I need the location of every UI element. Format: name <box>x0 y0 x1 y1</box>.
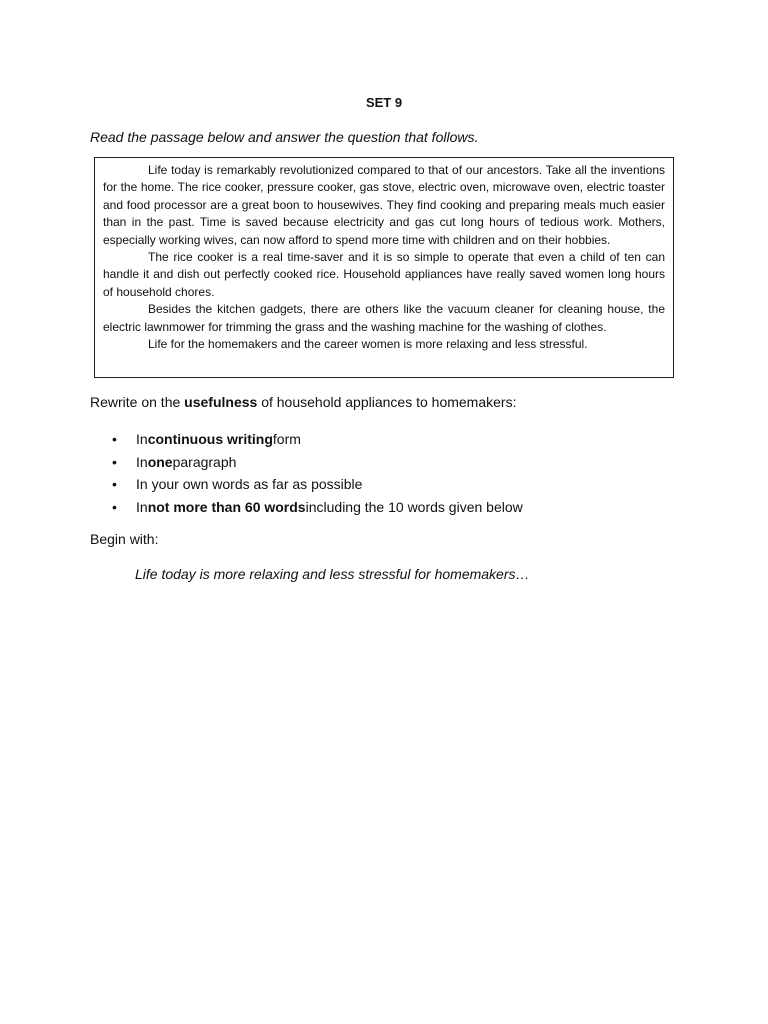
bullet-text-after: paragraph <box>172 453 237 470</box>
begin-with-label: Begin with: <box>90 531 159 547</box>
bullet-text-after: form <box>272 431 301 448</box>
instruction-text: Read the passage below and answer the question that follows. <box>90 129 479 145</box>
set-title: SET 9 <box>365 95 403 110</box>
bullet-text-before: In your own words as far as possible <box>136 476 363 493</box>
requirements-list <box>112 428 523 518</box>
question-text-after: of household appliances to homemakers: <box>257 394 517 410</box>
bullet-icon: • <box>112 431 117 448</box>
passage-paragraph-2: The rice cooker is a real time-saver and it is so simple to operate that even a child of ten can handle it and dish out perfectly cooked rice. Household appliances have really saved women long hours of household chores. <box>103 250 665 299</box>
bullet-icon: • <box>112 476 117 493</box>
list-item <box>112 451 523 474</box>
bullet-text-before: In <box>136 453 148 470</box>
question-prompt <box>90 394 516 410</box>
passage-paragraph-4: Life for the homemakers and the career women is more relaxing and less stressful. <box>148 337 588 352</box>
bullet-text-before: In <box>136 431 148 448</box>
starter-sentence: Life today is more relaxing and less stressful for homemakers… <box>135 566 530 582</box>
bullet-text-before: In <box>136 498 148 515</box>
bullet-text-bold: continuous writing <box>147 431 273 448</box>
list-item <box>112 496 523 519</box>
list-item <box>112 473 523 496</box>
bullet-icon: • <box>112 453 117 470</box>
bullet-text-after: including the 10 words given below <box>305 498 523 515</box>
list-item <box>112 428 523 451</box>
bullet-icon: • <box>112 498 117 515</box>
bullet-text-bold: one <box>147 453 173 470</box>
passage-box <box>94 157 674 378</box>
question-text-bold: usefulness <box>184 394 258 410</box>
bullet-text-bold: not more than 60 words <box>147 498 306 515</box>
passage-paragraph-3: Besides the kitchen gadgets, there are others like the vacuum cleaner for cleaning house, the electric lawnmower for trimming the grass and the washing machine for the washing of clothes. <box>103 302 665 334</box>
passage-paragraph-1: Life today is remarkably revolutionized compared to that of our ancestors. Take all the inventions for the home. The rice cooker, pressure cooker, gas stove, electric oven, microwave oven, electric toaster and food processor are a great boon to housewives. They find cooking and preparing meals much easier than in the past. Time is saved because electricity and gas cut long hours of tedious work. Mothers, especially working wives, can now afford to spend more time with children and on their hobbies. <box>103 163 665 247</box>
question-text-before: Rewrite on the <box>90 394 185 410</box>
